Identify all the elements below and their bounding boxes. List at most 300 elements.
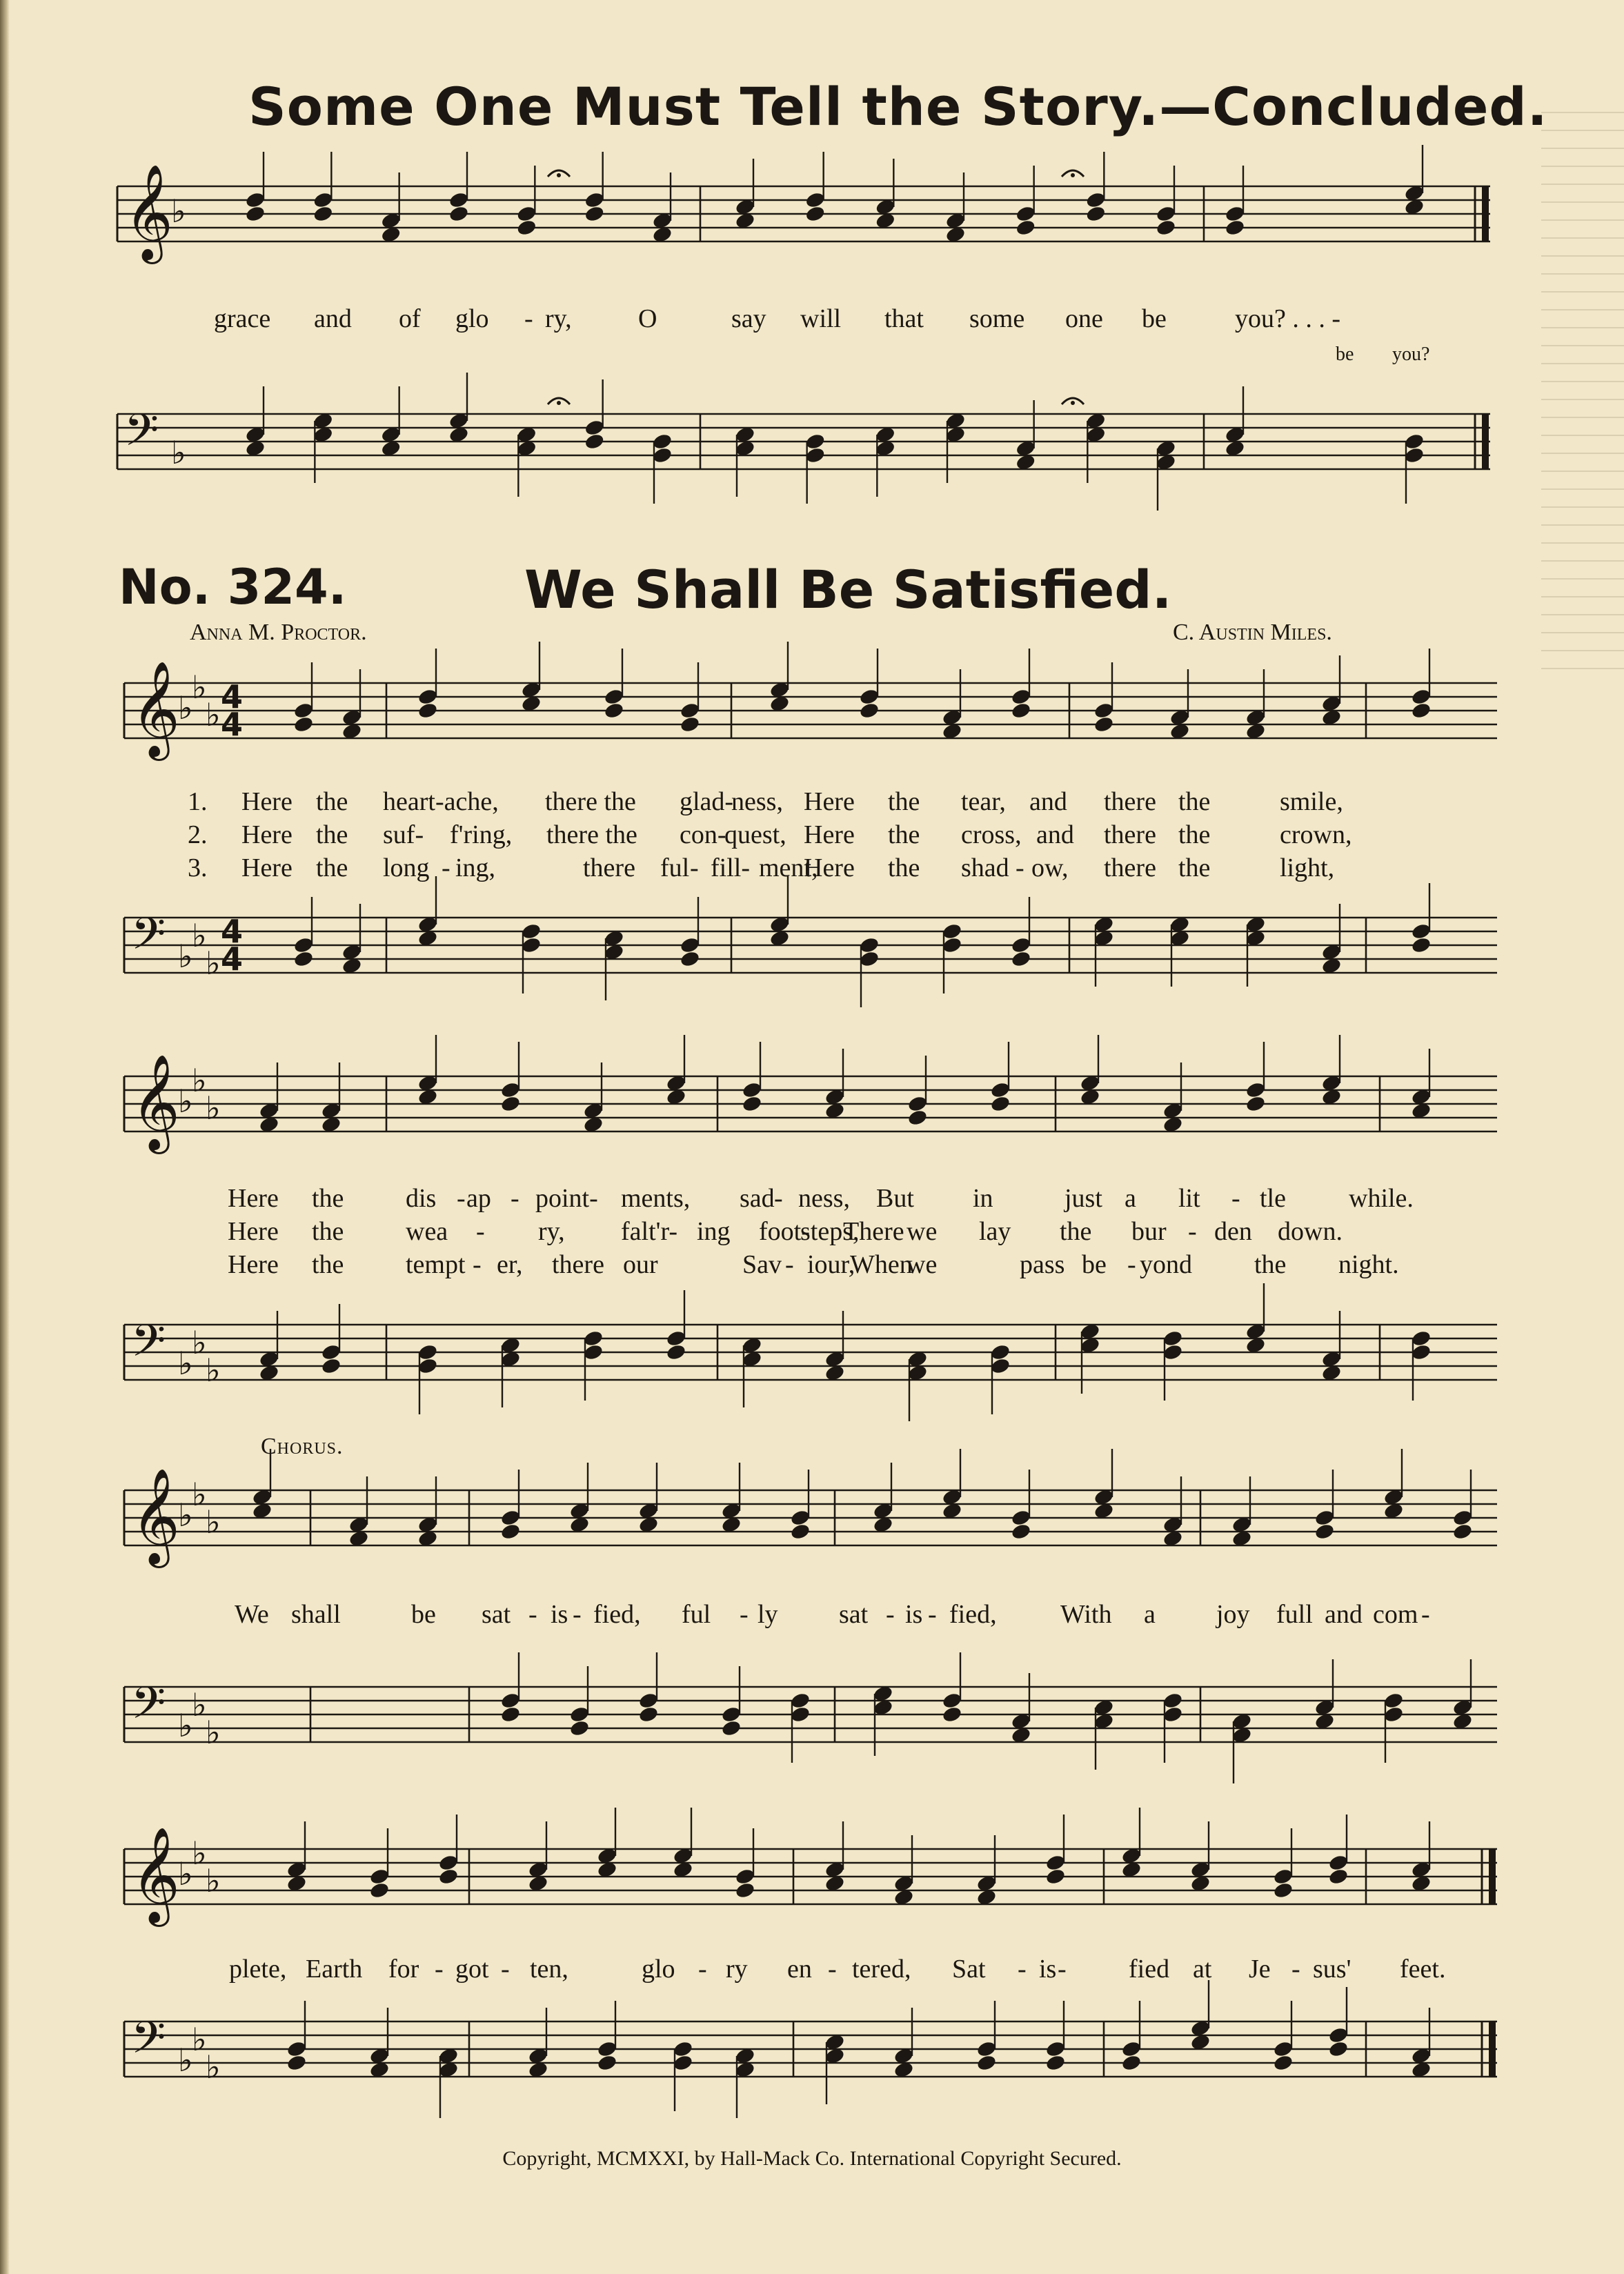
note-head <box>990 1081 1011 1099</box>
note-head <box>638 1706 660 1723</box>
flat-icon: ♭ <box>171 434 186 471</box>
chorus1-word: - <box>573 1600 582 1629</box>
flat-icon: ♭ <box>192 1062 207 1099</box>
system2-verse2-word: down. <box>1278 1217 1343 1246</box>
note-head <box>245 205 266 223</box>
system2-verse1-word: dis <box>406 1184 437 1213</box>
system2-verse3-word: night. <box>1338 1250 1399 1279</box>
note-head <box>1011 688 1032 706</box>
chorus1-word: and <box>1325 1600 1363 1629</box>
chorus2-word: ten, <box>530 1955 568 1984</box>
flat-icon: ♭ <box>192 2021 207 2058</box>
chorus1-word: ly <box>757 1600 778 1629</box>
note-head <box>1273 1868 1294 1886</box>
note-head <box>990 1095 1011 1113</box>
concluded-echo-word: you? <box>1392 344 1430 365</box>
note-head <box>500 1706 522 1723</box>
bass-clef-icon: 𝄢 <box>131 1678 166 1740</box>
chorus1-word: sat <box>482 1600 511 1629</box>
note-head <box>804 433 826 451</box>
note-head <box>1011 1509 1032 1527</box>
system1-verse2-word: there <box>1104 820 1156 849</box>
note-head <box>286 2054 308 2072</box>
chorus2-word: - <box>501 1955 510 1984</box>
system1-verse2-word: Here <box>804 820 855 849</box>
chorus2-word: - <box>1291 1955 1300 1984</box>
system2-verse3-word: pass <box>1020 1250 1065 1279</box>
chorus2-word: - <box>828 1955 837 1984</box>
system2-verse2-word: steps, <box>800 1217 860 1246</box>
chorus1-word: We <box>235 1600 269 1629</box>
time-signature: 4 <box>221 678 244 715</box>
system1-verse2-word: crown, <box>1280 820 1352 849</box>
system1-verse3-word: - <box>442 853 450 882</box>
concluded-echo-word: be <box>1336 344 1354 365</box>
system1-verse3-word: light, <box>1280 853 1335 882</box>
chorus2-word: is <box>1039 1955 1057 1984</box>
system1-verse3-word: fill- <box>711 853 750 882</box>
note-head <box>1328 2026 1349 2044</box>
concluded-word: one <box>1065 304 1103 333</box>
note-head <box>1045 2054 1067 2072</box>
note-head <box>583 1329 604 1347</box>
note-head <box>1328 2040 1349 2058</box>
system2-verse2-word: There <box>843 1217 904 1246</box>
chorus1-word: shall <box>291 1600 341 1629</box>
note-head <box>369 1868 390 1886</box>
note-head <box>597 2054 618 2072</box>
note-head <box>1162 1706 1184 1723</box>
system2-verse1-word: - <box>457 1184 466 1213</box>
verse-number: 2. <box>188 820 208 849</box>
chorus2-word: - <box>698 1955 707 1984</box>
note-head <box>942 1706 963 1723</box>
system1-verse2-word: Here <box>241 820 293 849</box>
system2-verse2-word: lay <box>979 1217 1011 1246</box>
chorus2-bass-staff <box>124 2001 1497 2118</box>
system1-verse2-word: the <box>1178 820 1211 849</box>
system1-verse1-word: the <box>316 787 348 816</box>
note-head <box>321 1343 342 1361</box>
note-head <box>859 936 880 954</box>
note-head <box>1411 1343 1432 1361</box>
note-head <box>286 2040 308 2058</box>
concluded-word: that <box>884 304 924 333</box>
note-head <box>584 419 605 437</box>
concluded-word: grace <box>214 304 271 333</box>
system1-verse1-word: smile, <box>1280 787 1343 816</box>
chorus1-bass-staff <box>124 1666 1497 1783</box>
note-head <box>804 446 826 464</box>
system2-verse3-word: When <box>850 1250 913 1279</box>
flat-icon: ♭ <box>171 192 186 230</box>
note-head <box>804 205 826 223</box>
system1-verse2-word: suf- <box>383 820 424 849</box>
note-head <box>1225 219 1246 237</box>
chorus2-word: tered, <box>852 1955 911 1984</box>
system1-verse3-word: the <box>316 853 348 882</box>
system2-verse3-word: our <box>623 1250 658 1279</box>
system2-verse1-word: ap <box>466 1184 491 1213</box>
system2-verse1-word: - <box>511 1184 519 1213</box>
system1-verse2-word: con- <box>680 820 726 849</box>
note-head <box>1452 1509 1474 1527</box>
system1-verse3-word: Here <box>804 853 855 882</box>
note-head <box>1162 1329 1184 1347</box>
note-head <box>990 1357 1011 1375</box>
chorus1-word: is <box>551 1600 568 1629</box>
system1-verse1-word: glad- <box>680 787 734 816</box>
system1-verse2-word: the <box>316 820 348 849</box>
system2-verse1-word: tle <box>1260 1184 1286 1213</box>
treble-clef-icon: 𝄞 <box>131 1827 180 1923</box>
system2-verse2-word: ing <box>697 1217 731 1246</box>
note-head <box>1245 1081 1267 1099</box>
note-head <box>1273 1881 1294 1899</box>
note-head <box>1411 1329 1432 1347</box>
note-head <box>1411 688 1432 706</box>
note-head <box>638 1692 660 1710</box>
system2-verse1-word: ness, <box>798 1184 850 1213</box>
note-head <box>652 433 673 451</box>
note-head <box>1225 205 1246 223</box>
chorus2-word: for <box>388 1955 419 1984</box>
note-head <box>500 1509 522 1527</box>
chorus-label: Chorus. <box>261 1434 344 1459</box>
concluded-word: glo <box>455 304 489 333</box>
chorus1-word: full <box>1276 1600 1313 1629</box>
system2-verse3-word: the <box>312 1250 344 1279</box>
note-head <box>1404 446 1425 464</box>
note-head <box>438 1854 459 1872</box>
verse-number: 1. <box>188 787 208 816</box>
chorus1-word: - <box>528 1600 537 1629</box>
note-head <box>448 191 470 209</box>
note-head <box>245 191 266 209</box>
note-head <box>293 715 315 733</box>
system2-verse3-word: there <box>552 1250 604 1279</box>
note-head <box>1085 191 1107 209</box>
system2-verse3-word: Sav <box>742 1250 782 1279</box>
note-head <box>1328 1854 1349 1872</box>
concluded-word: be <box>1142 304 1167 333</box>
concluded-word: - <box>524 304 533 333</box>
note-head <box>859 702 880 720</box>
note-head <box>321 1357 342 1375</box>
note-head <box>680 950 701 968</box>
chorus1-word: joy <box>1216 1600 1250 1629</box>
chorus2-word: Sat <box>952 1955 986 1984</box>
note-head <box>521 936 542 954</box>
chorus1-word: - <box>1421 1600 1430 1629</box>
flat-icon: ♭ <box>192 1324 207 1361</box>
system1-verse3-word: there <box>583 853 635 882</box>
flat-icon: ♭ <box>206 1503 221 1541</box>
chorus1-word: With <box>1060 1600 1112 1629</box>
chorus1-word: be <box>411 1600 436 1629</box>
note-head <box>790 1692 811 1710</box>
note-head <box>417 1343 439 1361</box>
system2-verse2-word: Here <box>228 1217 279 1246</box>
note-head <box>680 702 701 720</box>
system1-verse3-word: long <box>383 853 430 882</box>
system1-verse3-word: Here <box>241 853 293 882</box>
chorus1-word: - <box>740 1600 749 1629</box>
system1-verse2-word: f'ring, <box>450 820 513 849</box>
note-head <box>1383 1706 1405 1723</box>
flat-icon: ♭ <box>178 1082 193 1120</box>
system2-verse2-word: - <box>1188 1217 1197 1246</box>
note-head <box>1011 702 1032 720</box>
note-head <box>990 1343 1011 1361</box>
system1-verse1-word: ness, <box>731 787 783 816</box>
chorus2-word: fied <box>1129 1955 1170 1984</box>
treble-clef-icon: 𝄞 <box>131 1468 180 1564</box>
chorus1-word: fied, <box>949 1600 997 1629</box>
concluded-treble-staff <box>117 166 1490 283</box>
flat-icon: ♭ <box>178 1707 193 1744</box>
system2-verse1-word: while. <box>1349 1184 1414 1213</box>
note-head <box>1093 702 1115 720</box>
bass-clef-icon: 𝄢 <box>131 909 166 971</box>
note-head <box>583 1343 604 1361</box>
concluded-word: some <box>969 304 1025 333</box>
system2-verse2-word: den <box>1214 1217 1252 1246</box>
concluded-word: will <box>800 304 842 333</box>
system1-verse2-word: and <box>1036 820 1074 849</box>
system2-verse3-word: - <box>785 1250 794 1279</box>
chorus1-word: com <box>1373 1600 1418 1629</box>
note-head <box>1162 1343 1184 1361</box>
concluded-word: of <box>399 304 421 333</box>
system2-verse2-word: falt'r- <box>621 1217 678 1246</box>
time-signature: 4 <box>221 940 244 978</box>
note-head <box>569 1719 591 1737</box>
system2-verse2-word: we <box>907 1217 938 1246</box>
system2-verse3-word: we <box>907 1250 938 1279</box>
note-head <box>500 1523 522 1541</box>
time-signature: 4 <box>221 913 244 950</box>
note-head <box>1452 1523 1474 1541</box>
chorus2-word: plete, <box>229 1955 287 1984</box>
note-head <box>1156 219 1177 237</box>
note-head <box>500 1692 522 1710</box>
system1-bass-staff <box>124 897 1497 1014</box>
note-head <box>604 702 625 720</box>
chorus2-word: - <box>435 1955 444 1984</box>
note-head <box>735 1881 756 1899</box>
note-head <box>1273 2054 1294 2072</box>
note-head <box>735 1868 756 1886</box>
chorus1-word: sat <box>839 1600 869 1629</box>
note-head <box>516 205 537 223</box>
chorus1-word: a <box>1144 1600 1156 1629</box>
flat-icon: ♭ <box>206 2048 221 2086</box>
system1-verse3-word: ing, <box>455 853 496 882</box>
note-head <box>1404 433 1425 451</box>
note-head <box>1011 950 1032 968</box>
flat-icon: ♭ <box>178 1345 193 1382</box>
system2-verse1-word: - <box>774 1184 783 1213</box>
note-head <box>1156 205 1177 223</box>
chorus2-word: - <box>1058 1955 1067 1984</box>
system2-verse1-word: point- <box>535 1184 598 1213</box>
system2-verse3-word: yond <box>1140 1250 1192 1279</box>
system1-verse3-word: ful <box>660 853 690 882</box>
note-head <box>584 205 605 223</box>
chorus1-word: - <box>928 1600 937 1629</box>
system1-verse3-word: shad <box>961 853 1009 882</box>
system1-verse1-word: the <box>1178 787 1211 816</box>
note-head <box>417 702 439 720</box>
note-head <box>1383 1692 1405 1710</box>
system1-verse1-word: tear, <box>961 787 1006 816</box>
note-head <box>584 191 605 209</box>
note-head <box>1121 2054 1142 2072</box>
note-head <box>742 1095 763 1113</box>
note-head <box>313 191 334 209</box>
note-head <box>742 1081 763 1099</box>
flat-icon: ♭ <box>178 2041 193 2079</box>
system2-verse3-word: the <box>1254 1250 1287 1279</box>
note-head <box>721 1719 742 1737</box>
system2-verse1-word: lit <box>1178 1184 1200 1213</box>
system1-verse3-word: the <box>888 853 920 882</box>
system2-verse3-word: iour, <box>807 1250 855 1279</box>
system1-verse2-word: the <box>888 820 920 849</box>
system2-verse1-word: sad <box>740 1184 775 1213</box>
system2-verse3-word: tempt <box>406 1250 466 1279</box>
note-head <box>907 1109 929 1127</box>
system2-verse1-word: - <box>1231 1184 1240 1213</box>
note-head <box>721 1706 742 1723</box>
system2-verse3-word: Here <box>228 1250 279 1279</box>
time-signature: 4 <box>221 706 244 743</box>
chorus2-treble-staff <box>124 1828 1497 1946</box>
note-head <box>1314 1523 1336 1541</box>
note-head <box>448 205 470 223</box>
system1-verse1-word: there the <box>545 787 636 816</box>
note-head <box>942 936 963 954</box>
note-head <box>859 688 880 706</box>
bass-clef-icon: 𝄢 <box>124 405 159 467</box>
chorus2-word: feet. <box>1400 1955 1446 1984</box>
system2-verse1-word: a <box>1125 1184 1136 1213</box>
system1-verse1-word: Here <box>804 787 855 816</box>
reverse-page-bleed <box>1541 103 1624 669</box>
flat-icon: ♭ <box>178 1496 193 1534</box>
system2-verse1-word: the <box>312 1184 344 1213</box>
note-head <box>804 191 826 209</box>
system1-verse2-word: quest, <box>724 820 786 849</box>
flat-icon: ♭ <box>206 1862 221 1899</box>
system1-verse1-word: Here <box>241 787 293 816</box>
note-head <box>1093 715 1115 733</box>
chorus2-word: sus' <box>1313 1955 1351 1984</box>
system2-verse2-word: - <box>476 1217 485 1246</box>
chorus1-treble-staff <box>124 1470 1497 1587</box>
note-head <box>369 1881 390 1899</box>
concluded-word: you? . . . - <box>1235 304 1341 333</box>
system2-verse3-word: - <box>1127 1250 1136 1279</box>
system2-verse2-word: the <box>312 1217 344 1246</box>
system1-verse3-word: ow, <box>1031 853 1069 882</box>
concluded-word: and <box>314 304 352 333</box>
note-head <box>976 2040 998 2058</box>
note-head <box>666 1329 687 1347</box>
note-head <box>1314 1509 1336 1527</box>
chorus1-word: fied, <box>593 1600 641 1629</box>
chorus2-word: got <box>455 1955 489 1984</box>
chorus1-word: ful <box>682 1600 711 1629</box>
verse-number: 3. <box>188 853 208 882</box>
flat-icon: ♭ <box>192 917 207 954</box>
note-head <box>516 219 537 237</box>
note-head <box>942 1692 963 1710</box>
system1-treble-staff <box>124 662 1497 780</box>
system1-verse3-word: ment, <box>759 853 818 882</box>
note-head <box>1015 219 1036 237</box>
chorus1-word: is <box>905 1600 923 1629</box>
note-head <box>1045 2040 1067 2058</box>
note-head <box>680 936 701 954</box>
chorus2-word: - <box>1018 1955 1027 1984</box>
chorus2-word: Earth <box>306 1955 363 1984</box>
system2-verse2-word: wea <box>406 1217 448 1246</box>
flat-icon: ♭ <box>192 1686 207 1723</box>
system2-verse1-word: just <box>1064 1184 1102 1213</box>
note-head <box>976 2054 998 2072</box>
system2-bass-staff <box>124 1304 1497 1421</box>
note-head <box>604 688 625 706</box>
note-head <box>790 1523 811 1541</box>
flat-icon: ♭ <box>206 1714 221 1751</box>
system2-verse3-word: - <box>473 1250 482 1279</box>
chorus2-word: glo <box>642 1955 675 1984</box>
note-head <box>500 1081 522 1099</box>
flat-icon: ♭ <box>178 1855 193 1892</box>
system2-verse2-word: foot- <box>759 1217 810 1246</box>
note-head <box>438 1868 459 1886</box>
chorus2-word: Je <box>1249 1955 1271 1984</box>
note-head <box>1011 936 1032 954</box>
system2-verse3-word: er, <box>497 1250 523 1279</box>
hymn-number: No. 324. <box>119 559 347 615</box>
note-head <box>1085 205 1107 223</box>
treble-clef-icon: 𝄞 <box>131 661 180 757</box>
bass-clef-icon: 𝄢 <box>131 1316 166 1378</box>
flat-icon: ♭ <box>192 669 207 706</box>
system1-verse3-word: - <box>690 853 699 882</box>
system1-verse1-word: there <box>1104 787 1156 816</box>
hymn-composer: C. Austin Miles. <box>1173 620 1332 645</box>
note-head <box>584 433 605 451</box>
system2-verse1-word: But <box>876 1184 914 1213</box>
flat-icon: ♭ <box>192 1835 207 1872</box>
system1-verse2-word: cross, <box>961 820 1022 849</box>
note-head <box>293 950 315 968</box>
system2-treble-staff <box>124 1056 1497 1173</box>
system1-verse2-word: there the <box>546 820 637 849</box>
note-head <box>907 1095 929 1113</box>
chorus2-word: at <box>1193 1955 1212 1984</box>
note-head <box>1245 1095 1267 1113</box>
note-head <box>417 688 439 706</box>
note-head <box>1328 1868 1349 1886</box>
system2-verse2-word: the <box>1060 1217 1092 1246</box>
hymn-title: We Shall Be Satisfied. <box>524 559 1172 620</box>
treble-clef-icon: 𝄞 <box>124 164 173 260</box>
